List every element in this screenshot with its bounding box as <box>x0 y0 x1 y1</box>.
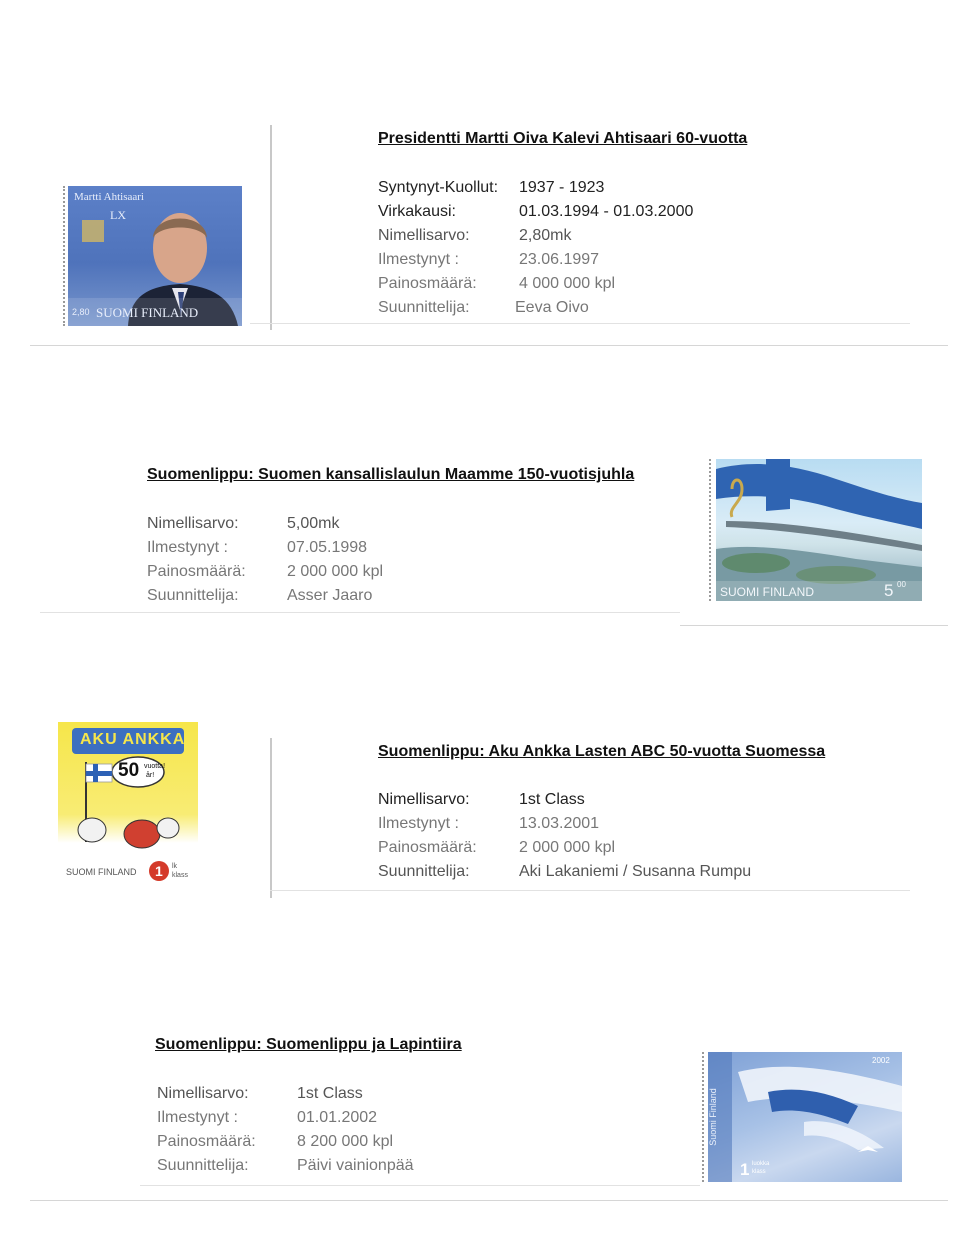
stamp-ahtisaari <box>68 186 242 326</box>
details-list <box>157 1082 414 1178</box>
label-ilmestynyt: Ilmestynyt : <box>147 539 228 556</box>
perforation <box>63 186 65 326</box>
label-ilmestynyt: Ilmestynyt : <box>157 1109 238 1126</box>
stamp-badge-text1: vuotta! <box>144 763 166 770</box>
section-title: Suomenlippu: Aku Ankka Lasten ABC 50-vuotta Suomessa <box>378 743 826 760</box>
stamp-class-text2: klass <box>172 872 188 879</box>
stamp-class-text1: lk <box>172 863 178 870</box>
stamp-maamme <box>716 459 922 601</box>
stamp-name-line1: Martti Ahtisaari <box>74 191 144 203</box>
value-ilmestynyt: 23.06.1997 <box>519 251 600 268</box>
stamp-value-sup: 00 <box>897 580 906 589</box>
details-list <box>147 512 383 608</box>
divider-line <box>250 323 910 324</box>
stamp-lapintiira <box>708 1052 902 1182</box>
value-nimellisarvo: 5,00mk <box>287 515 340 532</box>
value-suunnittelija: Eeva Oivo <box>515 299 589 316</box>
value-painosmaara: 2 000 000 kpl <box>287 563 384 580</box>
stamp-country: SUOMI FINLAND <box>96 305 199 320</box>
section-title: Presidentti Martti Oiva Kalevi Ahtisaari 60-vuotta <box>378 130 748 147</box>
divider-line <box>680 625 948 626</box>
label-ilmestynyt: Ilmestynyt : <box>378 815 459 832</box>
label-virkakausi: Virkakausi: <box>378 203 456 220</box>
stamp-brand: AKU ANKKA <box>80 731 186 748</box>
stamp-country: SUOMI FINLAND <box>66 867 137 877</box>
divider-line <box>40 612 680 613</box>
details-list <box>378 788 751 884</box>
value-suunnittelija: Päivi vainionpää <box>297 1157 414 1174</box>
flag-bridge-image <box>716 459 922 601</box>
stamp-name-line2: LX <box>110 208 126 222</box>
value-ilmestynyt: 07.05.1998 <box>287 539 368 556</box>
label-painosmaara: Painosmäärä: <box>378 275 477 292</box>
label-ilmestynyt: Ilmestynyt : <box>378 251 459 268</box>
value-ilmestynyt: 01.01.2002 <box>297 1109 378 1126</box>
value-painosmaara: 4 000 000 kpl <box>519 275 616 292</box>
divider-line <box>270 890 910 891</box>
stamp-value: 1 <box>155 863 163 879</box>
value-ilmestynyt: 13.03.2001 <box>519 815 600 832</box>
section-title: Suomenlippu: Suomenlippu ja Lapintiira <box>155 1036 462 1053</box>
value-nimellisarvo: 1st Class <box>519 791 585 808</box>
stamp-country: Suomi Finland <box>708 1088 718 1146</box>
value-virkakausi: 01.03.1994 - 01.03.2000 <box>519 203 694 220</box>
stamp-class-text1: luokka <box>752 1161 770 1167</box>
value-syntynyt: 1937 - 1923 <box>519 179 605 196</box>
label-suunnittelija: Suunnittelija: <box>378 299 470 316</box>
divider-vertical <box>270 738 272 898</box>
stamp-value: 1 <box>740 1160 750 1179</box>
stamp-year: 2002 <box>872 1056 890 1065</box>
value-suunnittelija: Aki Lakaniemi / Susanna Rumpu <box>519 863 752 880</box>
value-painosmaara: 8 200 000 kpl <box>297 1133 394 1150</box>
perforation <box>709 459 711 601</box>
divider-line <box>30 1200 948 1201</box>
label-painosmaara: Painosmäärä: <box>157 1133 256 1150</box>
label-suunnittelija: Suunnittelija: <box>157 1157 249 1174</box>
value-painosmaara: 2 000 000 kpl <box>519 839 616 856</box>
divider-line <box>140 1185 700 1186</box>
stamp-badge-text2: år! <box>146 772 155 779</box>
flag-tern-image <box>708 1052 902 1182</box>
stamp-aku-ankka <box>58 722 198 890</box>
details-list <box>378 176 693 320</box>
label-syntynyt: Syntynyt-Kuollut: <box>378 179 499 196</box>
value-nimellisarvo: 1st Class <box>297 1085 363 1102</box>
label-painosmaara: Painosmäärä: <box>378 839 477 856</box>
value-suunnittelija: Asser Jaaro <box>287 587 373 604</box>
stamp-value: 2,80 <box>72 307 90 317</box>
divider-vertical <box>270 125 272 330</box>
divider-line <box>30 345 948 346</box>
section-title: Suomenlippu: Suomen kansallislaulun Maamme 150-vuotisjuhla <box>147 466 635 483</box>
stamp-country: SUOMI FINLAND <box>720 585 815 599</box>
value-nimellisarvo: 2,80mk <box>519 227 572 244</box>
perforation <box>702 1052 704 1182</box>
label-suunnittelija: Suunnittelija: <box>378 863 470 880</box>
stamp-badge-number: 50 <box>118 760 140 781</box>
stamp-value: 5 <box>884 581 894 600</box>
label-nimellisarvo: Nimellisarvo: <box>378 227 470 244</box>
stamp-class-text2: klass <box>752 1169 766 1175</box>
label-nimellisarvo: Nimellisarvo: <box>147 515 239 532</box>
label-nimellisarvo: Nimellisarvo: <box>157 1085 249 1102</box>
label-nimellisarvo: Nimellisarvo: <box>378 791 470 808</box>
label-suunnittelija: Suunnittelija: <box>147 587 239 604</box>
label-painosmaara: Painosmäärä: <box>147 563 246 580</box>
